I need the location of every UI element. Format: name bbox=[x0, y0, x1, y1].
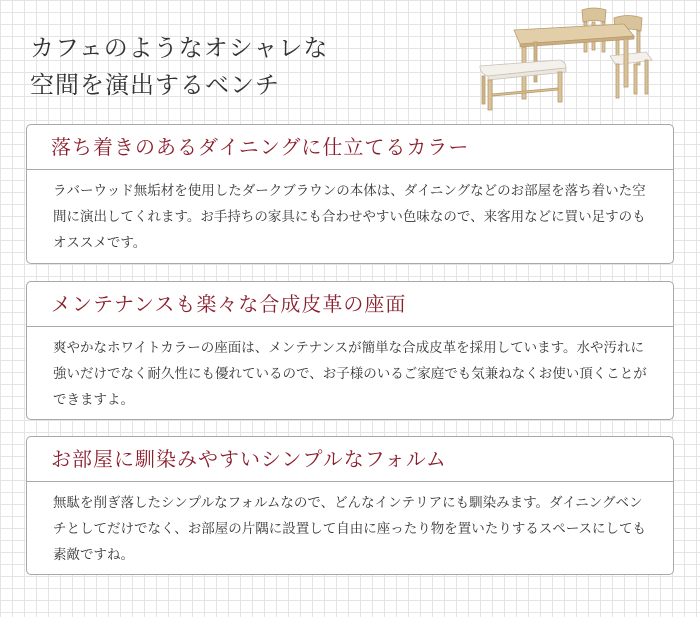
feature-body-form: 無駄を削ぎ落したシンプルなフォルムなので、どんなインテリアにも馴染みます。ダイニングベンチとしてだけでなく、お部屋の片隅に設置して自由に座ったり物を置いたりするスペースにしても素敵ですね。 bbox=[53, 495, 647, 563]
feature-body-seat: 爽やかなホワイトカラーの座面は、メンテナンスが簡単な合成皮革を採用しています。水や汚れに強いだけでなく耐久性にも優れているので、お子様のいるご家庭でも気兼ねなくお使い頂くことができますよ。 bbox=[53, 340, 647, 408]
headline-line-2: 空間を演出するベンチ bbox=[30, 71, 280, 99]
feature-card-seat bbox=[26, 281, 674, 420]
feature-title-color: 落ち着きのあるダイニングに仕立てるカラー bbox=[27, 125, 673, 170]
page-headline bbox=[30, 30, 328, 104]
feature-card-form bbox=[26, 436, 674, 575]
headline-line-1: カフェのようなオシャレな bbox=[30, 34, 329, 62]
feature-card-color bbox=[26, 124, 674, 264]
dining-set-image bbox=[474, 6, 670, 114]
feature-body-color: ラバーウッド無垢材を使用したダークブラウンの本体は、ダイニングなどのお部屋を落ち着いた空間に演出してくれます。お手持ちの家具にも合わせやすい色味なので、来客用などに買い足すのもオススメです。 bbox=[53, 183, 646, 251]
feature-title-seat: メンテナンスも楽々な合成皮革の座面 bbox=[27, 282, 673, 327]
feature-title-form: お部屋に馴染みやすいシンプルなフォルム bbox=[27, 437, 673, 482]
